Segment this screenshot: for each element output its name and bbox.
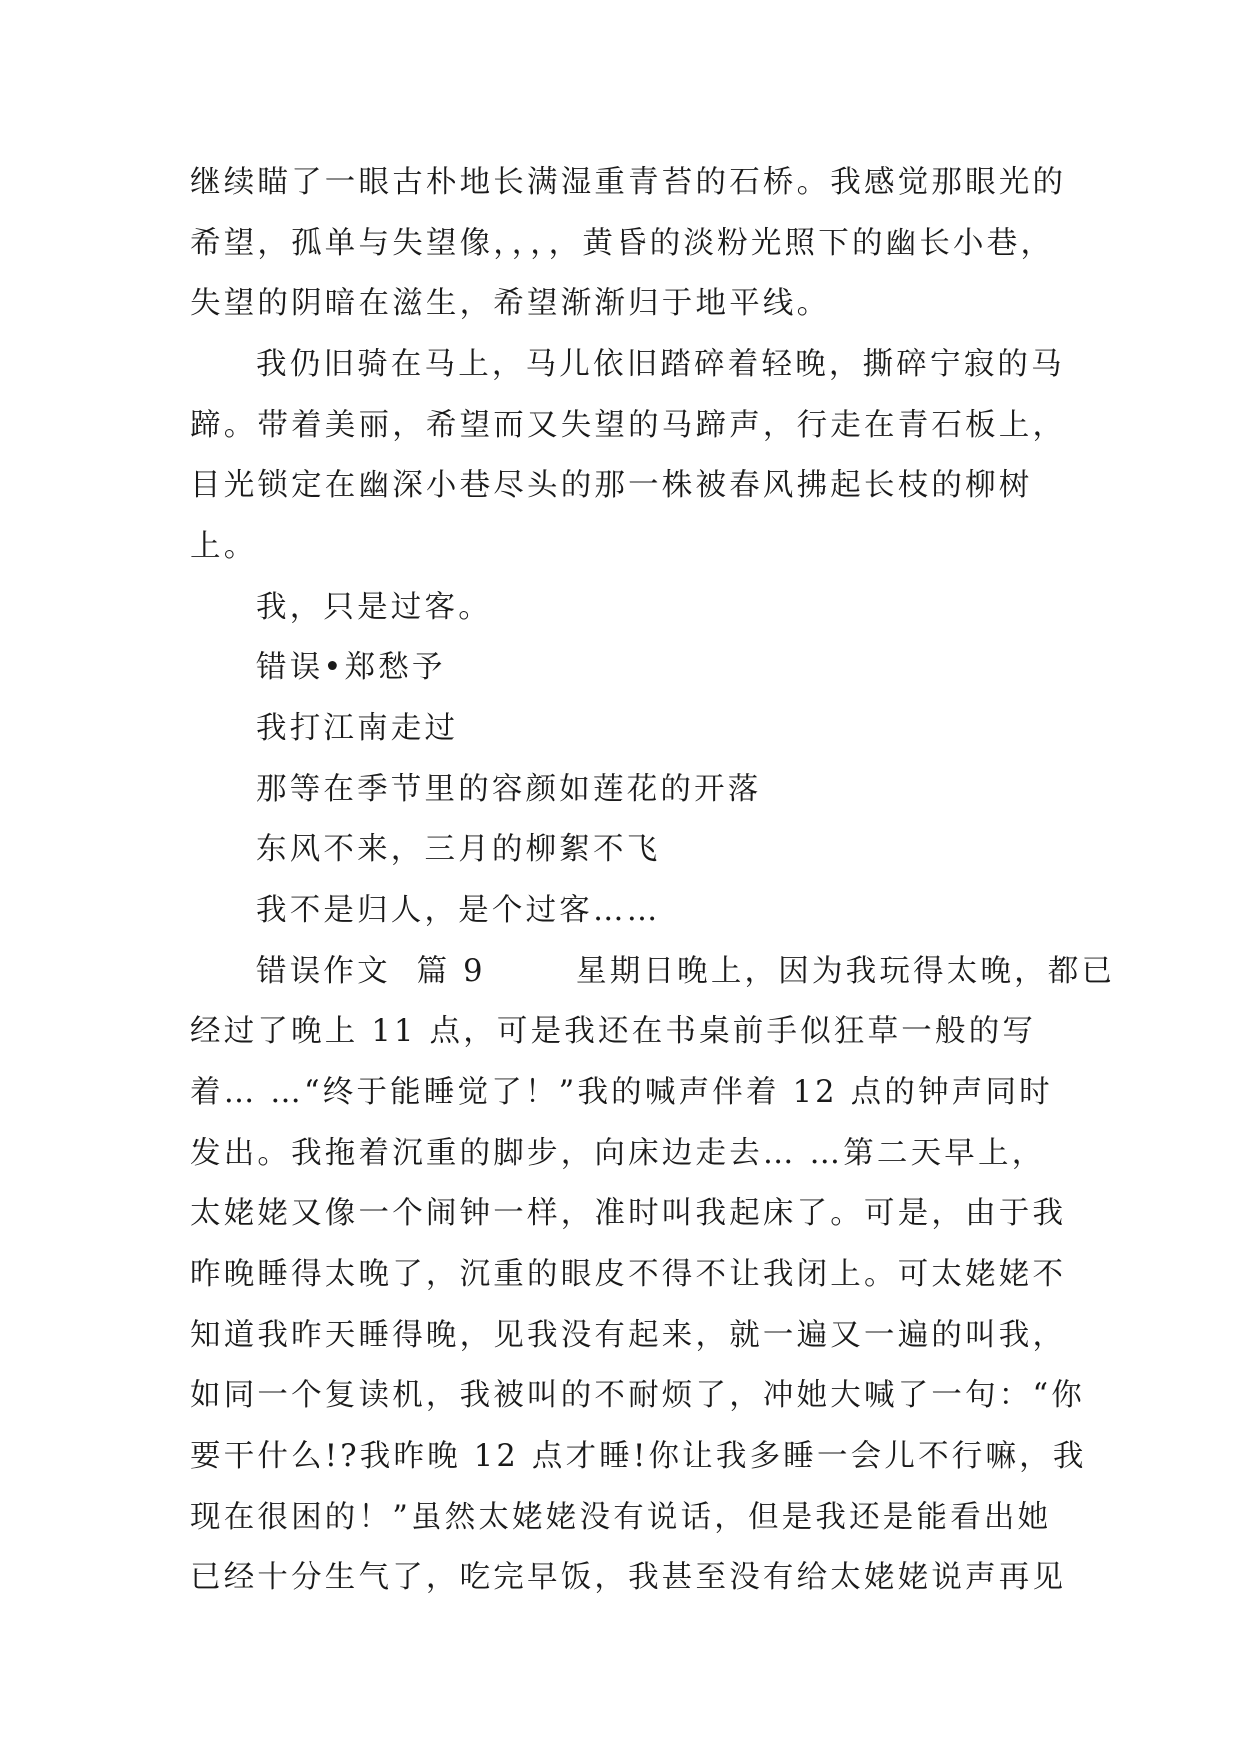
text-line: 继续瞄了一眼古朴地长满湿重青苔的石桥。我感觉那眼光的 bbox=[190, 165, 1067, 200]
text-line: 昨晚睡得太晚了，沉重的眼皮不得不让我闭上。可太姥姥不 bbox=[190, 1257, 1067, 1292]
poem-line: 我不是归人，是个过客…… bbox=[256, 893, 661, 928]
text-line: 我，只是过客。 bbox=[256, 590, 492, 625]
text-line: 现在很困的！”虽然太姥姥没有说话，但是我还是能看出她 bbox=[190, 1500, 1052, 1535]
text-line: 失望的阴暗在滋生，希望渐渐归于地平线。 bbox=[190, 286, 831, 321]
poem-line: 我打江南走过 bbox=[256, 711, 459, 746]
text-line: 已经十分生气了，吃完早饭，我甚至没有给太姥姥说声再见 bbox=[190, 1560, 1067, 1595]
text-line: 目光锁定在幽深小巷尽头的那一株被春风拂起长枝的柳树 bbox=[190, 468, 1033, 503]
text-line: 蹄。带着美丽，希望而又失望的马蹄声，行走在青石板上， bbox=[190, 408, 1067, 443]
text-line: 上。 bbox=[190, 529, 258, 564]
essay-heading-line: 错误作文 篇 9 星期日晚上，因为我玩得太晚，都已 bbox=[256, 954, 1116, 989]
text-line: 发出。我拖着沉重的脚步，向床边走去… …第二天早上， bbox=[190, 1136, 1046, 1171]
text-line: 太姥姥又像一个闹钟一样，准时叫我起床了。可是，由于我 bbox=[190, 1196, 1067, 1231]
poem-line: 东风不来，三月的柳絮不飞 bbox=[256, 832, 661, 867]
text-line: 经过了晚上 11 点，可是我还在书桌前手似狂草一般的写 bbox=[190, 1014, 1037, 1049]
text-line: 着… …“终于能睡觉了！”我的喊声伴着 12 点的钟声同时 bbox=[190, 1075, 1053, 1110]
text-line: 如同一个复读机，我被叫的不耐烦了，冲她大喊了一句：“你 bbox=[190, 1378, 1085, 1413]
text-line: 要干什么!?我昨晚 12 点才睡!你让我多睡一会儿不行嘛，我 bbox=[190, 1439, 1087, 1474]
poem-line: 那等在季节里的容颜如莲花的开落 bbox=[256, 772, 762, 807]
text-line: 我仍旧骑在马上，马儿依旧踏碎着轻晚，撕碎宁寂的马 bbox=[256, 347, 1065, 382]
poem-title: 错误•郑愁予 bbox=[256, 650, 446, 685]
text-line: 希望，孤单与失望像，，，，黄昏的淡粉光照下的幽长小巷， bbox=[190, 226, 1055, 261]
text-line: 知道我昨天睡得晚，见我没有起来，就一遍又一遍的叫我， bbox=[190, 1318, 1067, 1353]
